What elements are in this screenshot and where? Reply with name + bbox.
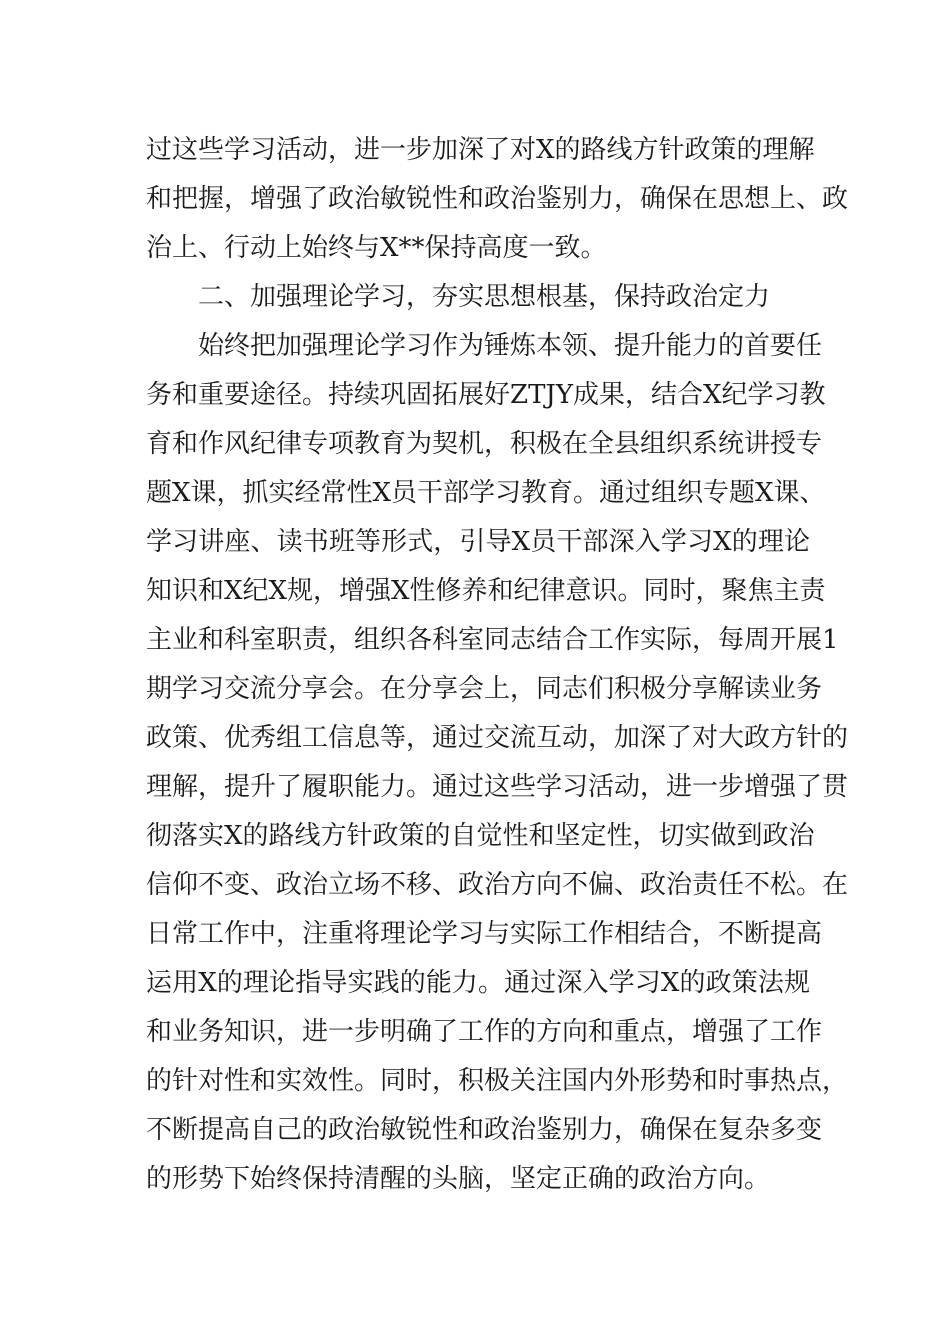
paragraph2-line-15: 和业务知识，进一步明确了工作的方向和重点，增强了工作: [146, 1017, 823, 1047]
paragraph2-line-18: 的形势下始终保持清醒的头脑，坚定正确的政治方向。: [146, 1164, 771, 1194]
paragraph1-line-1: 过这些学习活动，进一步加深了对X的路线方针政策的理解: [146, 135, 815, 165]
paragraph2-line-11: 彻落实X的路线方针政策的自觉性和坚定性，切实做到政治: [146, 821, 815, 851]
paragraph2-line-2: 务和重要途径。持续巩固拓展好ZTJY成果，结合X纪学习教: [146, 380, 826, 410]
paragraph2-line-10: 理解，提升了履职能力。通过这些学习活动，进一步增强了贯: [146, 772, 849, 802]
paragraph1-line-2: 和把握，增强了政治敏锐性和政治鉴别力，确保在思想上、政: [146, 184, 849, 214]
paragraph2-line-3: 育和作风纪律专项教育为契机，积极在全县组织系统讲授专: [146, 429, 823, 459]
paragraph2-line-12: 信仰不变、政治立场不移、政治方向不偏、政治责任不松。在: [146, 870, 849, 900]
paragraph2-line-13: 日常工作中，注重将理论学习与实际工作相结合，不断提高: [146, 919, 823, 949]
paragraph2-line-6: 知识和X纪X规，增强X性修养和纪律意识。同时，聚焦主责: [146, 576, 826, 606]
paragraph2-line-8: 期学习交流分享会。在分享会上，同志们积极分享解读业务: [146, 674, 823, 704]
section-heading: 二、加强理论学习，夯实思想根基，保持政治定力: [198, 282, 771, 312]
paragraph2-line-9: 政策、优秀组工信息等，通过交流互动，加深了对大政方针的: [146, 723, 849, 753]
paragraph2-line-14: 运用X的理论指导实践的能力。通过深入学习X的政策法规: [146, 968, 810, 998]
paragraph2-line-5: 学习讲座、读书班等形式，引导X员干部深入学习X的理论: [146, 527, 810, 557]
paragraph2-line-17: 不断提高自己的政治敏锐性和政治鉴别力，确保在复杂多变: [146, 1115, 823, 1145]
paragraph2-line-1: 始终把加强理论学习作为锤炼本领、提升能力的首要任: [198, 331, 823, 361]
paragraph1-line-3: 治上、行动上始终与X**保持高度一致。: [146, 233, 607, 263]
paragraph2-line-4: 题X课，抓实经常性X员干部学习教育。通过组织专题X课、: [146, 478, 826, 508]
paragraph2-line-16: 的针对性和实效性。同时，积极关注国内外形势和时事热点，: [146, 1066, 849, 1096]
paragraph2-line-7: 主业和科室职责，组织各科室同志结合工作实际，每周开展1: [146, 625, 839, 655]
